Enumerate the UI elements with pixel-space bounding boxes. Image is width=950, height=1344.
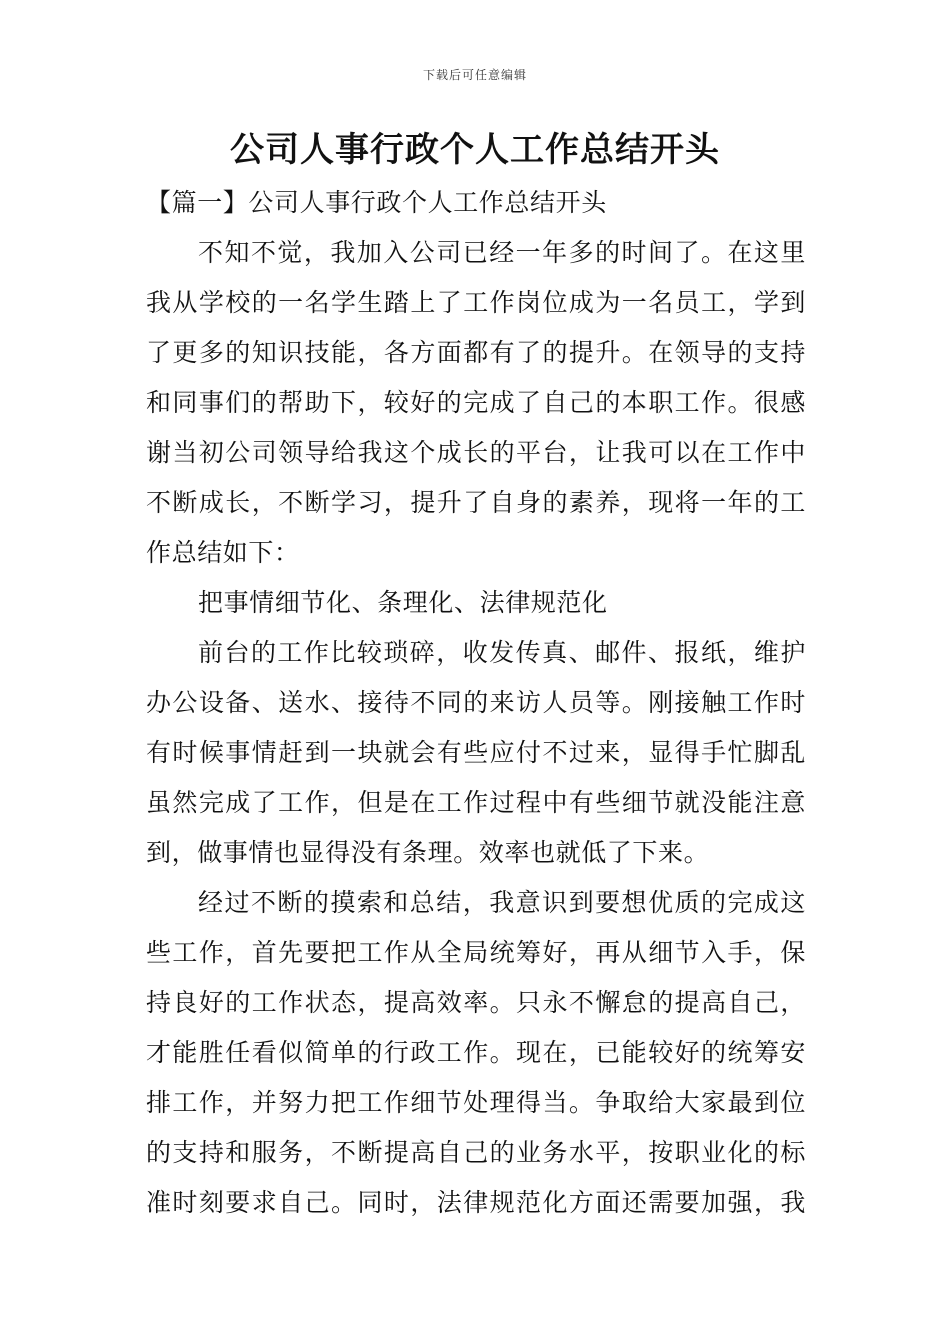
paragraph-line: 经过不断的摸索和总结，我意识到要想优质的完成这 — [198, 888, 806, 917]
paragraph-line: 不知不觉，我加入公司已经一年多的时间了。在这里 — [198, 238, 806, 267]
paragraph-line: 虽然完成了工作，但是在工作过程中有些细节就没能注意 — [146, 788, 806, 817]
paragraph-line: 排工作，并努力把工作细节处理得当。争取给大家最到位 — [146, 1088, 806, 1117]
paragraph-line: 准时刻要求自己。同时，法律规范化方面还需要加强，我 — [146, 1188, 806, 1217]
paragraph-1 — [146, 228, 806, 578]
paragraph-line: 不断成长，不断学习，提升了自身的素养，现将一年的工 — [146, 488, 806, 517]
paragraph-line: 到，做事情也显得没有条理。效率也就低了下来。 — [146, 838, 710, 867]
paragraph-line: 我从学校的一名学生踏上了工作岗位成为一名员工，学到 — [146, 288, 806, 317]
document-body — [146, 178, 806, 1228]
section-label: 【篇一】公司人事行政个人工作总结开头 — [146, 188, 607, 217]
paragraph-line: 持良好的工作状态，提高效率。只永不懈怠的提高自己， — [146, 988, 806, 1017]
paragraph-line: 有时候事情赶到一块就会有些应付不过来，显得手忙脚乱 — [146, 738, 806, 767]
document-title: 公司人事行政个人工作总结开头 — [230, 130, 720, 170]
paragraph-line: 才能胜任看似简单的行政工作。现在，已能较好的统筹安 — [146, 1038, 806, 1067]
paragraph-line: 办公设备、送水、接待不同的来访人员等。刚接触工作时 — [146, 688, 806, 717]
paragraph-line: 和同事们的帮助下，较好的完成了自己的本职工作。很感 — [146, 388, 806, 417]
paragraph-line: 的支持和服务，不断提高自己的业务水平，按职业化的标 — [146, 1138, 806, 1167]
header-note: 下载后可任意编辑 — [422, 68, 527, 82]
paragraph-line: 前台的工作比较琐碎，收发传真、邮件、报纸，维护 — [198, 638, 806, 667]
paragraph-line: 些工作，首先要把工作从全局统筹好，再从细节入手，保 — [146, 938, 806, 967]
paragraph-line: 作总结如下： — [146, 538, 300, 567]
subheading: 把事情细节化、条理化、法律规范化 — [198, 588, 608, 617]
paragraph-2 — [146, 628, 806, 878]
paragraph-line: 谢当初公司领导给我这个成长的平台，让我可以在工作中 — [146, 438, 806, 467]
paragraph-3 — [146, 878, 806, 1228]
paragraph-line: 了更多的知识技能，各方面都有了的提升。在领导的支持 — [146, 338, 806, 367]
